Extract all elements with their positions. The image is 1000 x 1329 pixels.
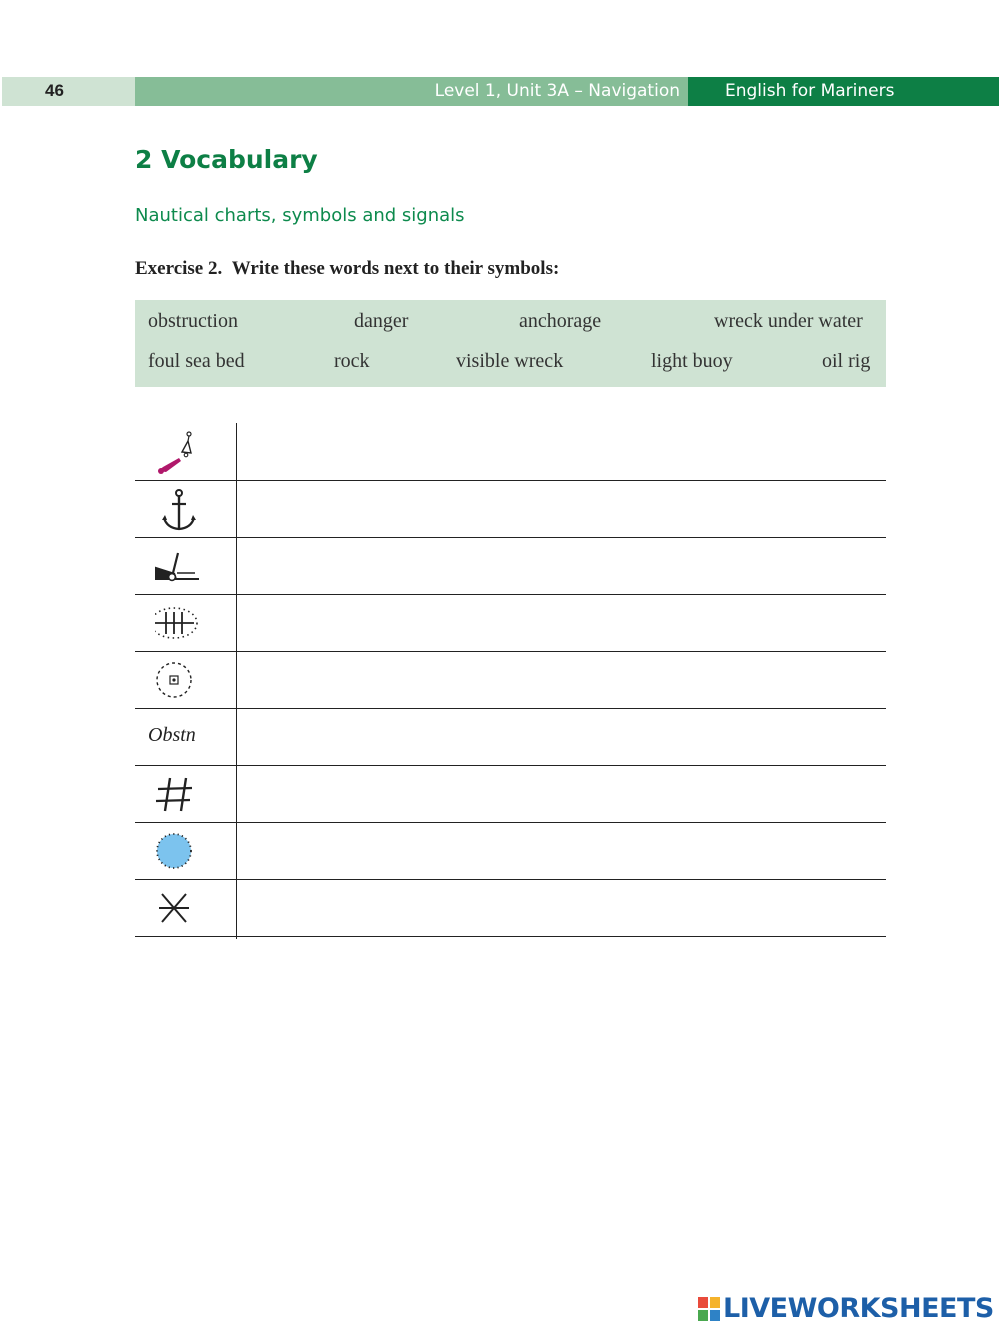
word-wreck-under-water[interactable]: wreck under water — [714, 310, 863, 332]
answer-cell[interactable] — [237, 765, 886, 822]
table-row — [135, 423, 886, 481]
light-buoy-icon — [135, 423, 236, 480]
answer-cell[interactable] — [237, 537, 886, 594]
subtitle: Nautical charts, symbols and signals — [135, 205, 465, 226]
answer-cell[interactable] — [237, 879, 886, 936]
rock-blue-dot-icon — [135, 822, 236, 879]
page-header — [2, 77, 999, 106]
answer-cell[interactable] — [237, 594, 886, 651]
answer-cell[interactable] — [237, 480, 886, 537]
answer-cell[interactable] — [237, 423, 886, 480]
book-title: English for Mariners — [725, 81, 895, 101]
foul-sea-bed-icon — [135, 765, 236, 822]
obstruction-symbol — [135, 708, 236, 765]
word-rock[interactable]: rock — [334, 350, 370, 372]
table-row — [135, 765, 886, 823]
word-foul-sea-bed[interactable]: foul sea bed — [148, 350, 245, 372]
liveworksheets-logo-icon — [698, 1297, 720, 1321]
oil-rig-star-icon — [135, 879, 236, 936]
word-bank — [135, 300, 886, 387]
word-danger[interactable]: danger — [354, 310, 409, 332]
answer-cell[interactable] — [237, 708, 886, 765]
liveworksheets-wordmark: LIVEWORKSHEETS — [723, 1293, 994, 1324]
exercise-label: Exercise 2. — [135, 258, 223, 279]
visible-wreck-icon — [135, 537, 236, 594]
word-anchorage[interactable]: anchorage — [519, 310, 602, 332]
danger-dotted-circle-icon — [135, 651, 236, 708]
table-row — [135, 594, 886, 652]
exercise-text: Write these words next to their symbols: — [231, 258, 560, 279]
exercise-instruction — [135, 258, 559, 280]
page-number-box — [2, 77, 135, 106]
word-oil-rig[interactable]: oil rig — [822, 350, 871, 372]
word-light-buoy[interactable]: light buoy — [651, 350, 733, 372]
unit-title: Level 1, Unit 3A – Navigation — [434, 81, 680, 101]
word-obstruction[interactable]: obstruction — [148, 310, 238, 332]
table-row — [135, 480, 886, 538]
page-number: 46 — [45, 81, 64, 100]
answer-cell[interactable] — [237, 651, 886, 708]
obstn-text: Obstn — [148, 724, 196, 746]
book-title-box — [688, 77, 999, 106]
table-row — [135, 879, 886, 937]
table-row — [135, 537, 886, 595]
table-row — [135, 708, 886, 766]
table-row — [135, 822, 886, 880]
answer-cell[interactable] — [237, 822, 886, 879]
wreck-under-water-icon — [135, 594, 236, 651]
word-visible-wreck[interactable]: visible wreck — [456, 350, 564, 372]
section-title: 2 Vocabulary — [135, 145, 318, 174]
anchor-icon — [135, 480, 236, 537]
unit-title-box — [135, 77, 688, 106]
table-row — [135, 651, 886, 709]
table-divider — [236, 423, 237, 939]
